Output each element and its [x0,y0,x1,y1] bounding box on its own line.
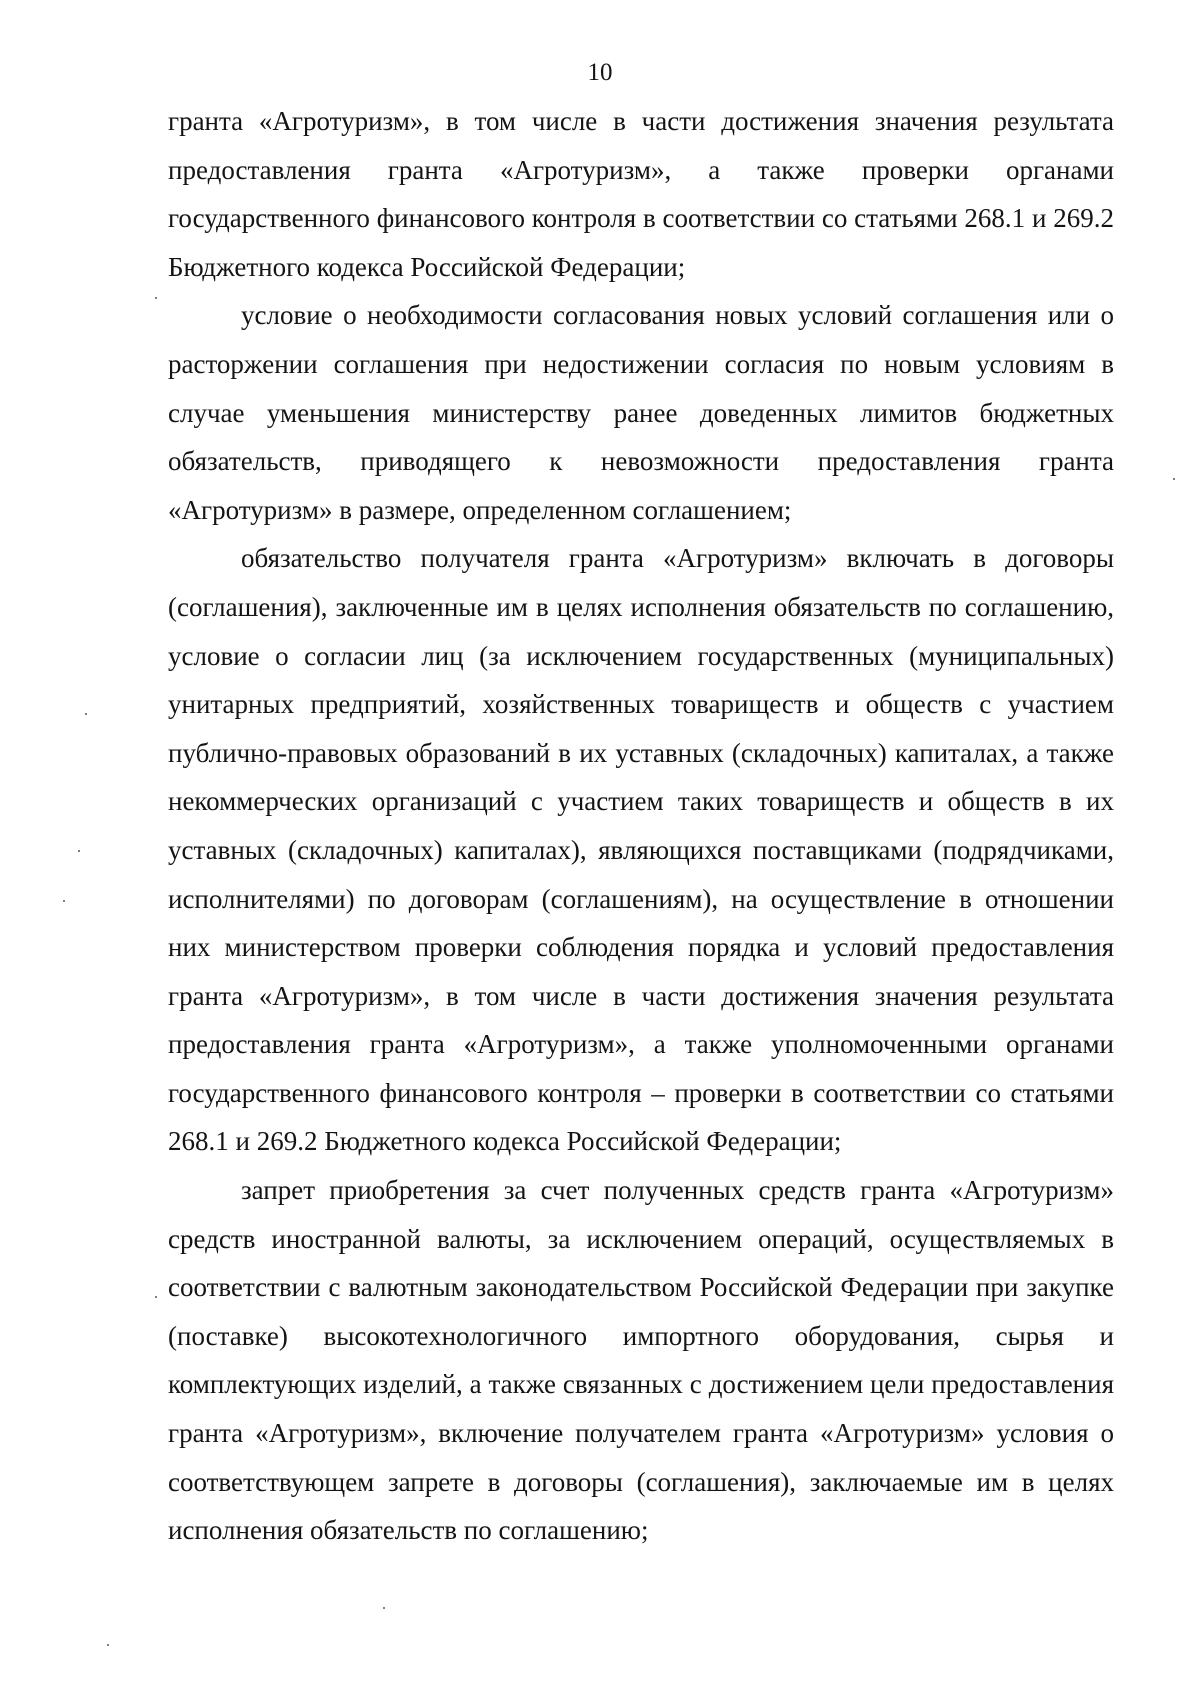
scan-speck [85,713,87,715]
scan-speck [78,850,80,852]
document-body [168,97,1114,1555]
scan-speck [155,297,157,299]
paragraph-renegotiation-condition: условие о необходимости согласования новых условий соглашения или о расторжении соглашения при недостижении согласия по новым условиям в случае уменьшения министерству ранее доведенных лимитов бюджетных обязательств, приводящего к невозможности предоставления гранта «Агротуризм» в размере, определенном соглашением; [168,300,1114,525]
scan-speck [155,1296,157,1298]
page-number: 10 [587,59,613,86]
scan-speck [63,900,65,902]
scan-speck [107,1644,109,1646]
paragraph-continuation: гранта «Агротуризм», в том числе в части достижения значения результата предоставления гранта «Агротуризм», а также проверки органами государственного финансового контроля в соответствии со статьями 268.1 и 269.2 Бюджетного кодекса Российской Федерации; [168,106,1114,282]
paragraph-contractor-consent-obligation: обязательство получателя гранта «Агротуризм» включать в договоры (соглашения), заключенные им в целях исполнения обязательств по соглашению, условие о согласии лиц (за исключением государственных (муниципальных) унитарных предприятий, хозяйственных товариществ и обществ с участием публично-правовых образований в их уставных (складочных) капиталах, а также некоммерческих организаций с участием таких товариществ и обществ в их уставных (складочных) капиталах), являющихся поставщиками (подрядчиками, исполнителями) по договорам (соглашениям), на осуществление в отношении них министерством проверки соблюдения порядка и условий предоставления гранта «Агротуризм», в том числе в части достижения значения результата предоставления гранта «Агротуризм», а также уполномоченными органами государственного финансового контроля – проверки в соответствии со статьями 268.1 и 269.2 Бюджетного кодекса Российской Федерации; [168,543,1114,1157]
scan-speck [383,1607,385,1609]
paragraph-foreign-currency-ban: запрет приобретения за счет полученных средств гранта «Агротуризм» средств иностранной валюты, за исключением операций, осуществляемых в соответствии с валютным законодательством Российской Федерации при закупке (поставке) высокотехнологичного импортного оборудования, сырья и комплектующих изделий, а также связанных с достижением цели предоставления гранта «Агротуризм», включение получателем гранта «Агротуризм» условия о соответствующем запрете в договоры (соглашения), заключаемые им в целях исполнения обязательств по соглашению; [168,1175,1114,1546]
scan-speck [1173,478,1175,480]
